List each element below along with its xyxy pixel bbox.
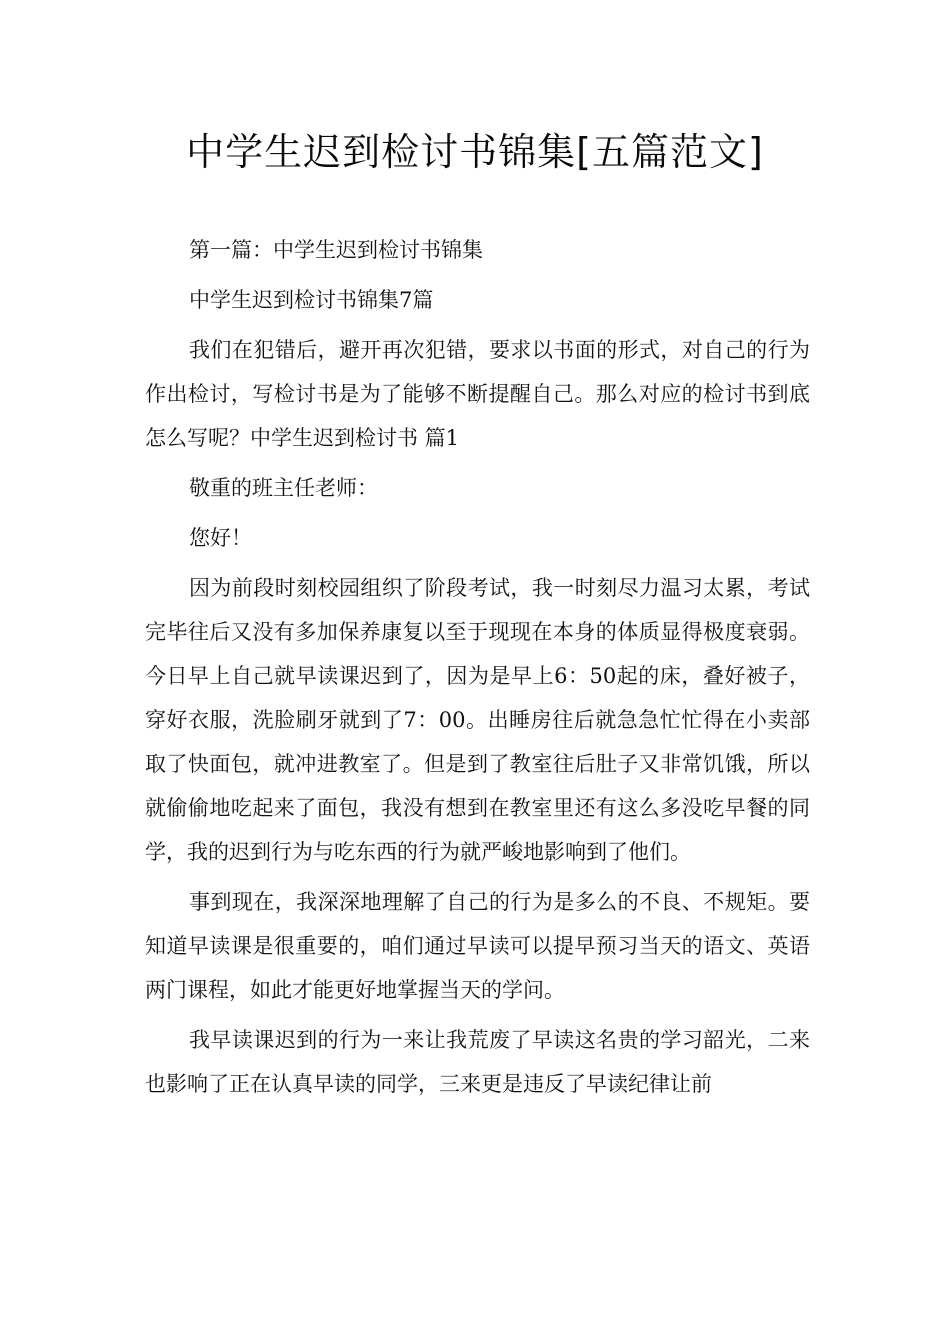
- document-body: [145, 228, 810, 1112]
- paragraph: 因为前段时刻校园组织了阶段考试，我一时刻尽力温习太累，考试完毕往后又没有多加保养康复以至于现现在本身的体质显得极度衰弱。今日早上自己就早读课迟到了，因为是早上6：50起的床，叠好被子，穿好衣服，洗脸刷牙就到了7：00。出睡房往后就急急忙忙得在小卖部取了快面包，就冲进教室了。但是到了教室往后肚子又非常饥饿，所以就偷偷地吃起来了面包，我没有想到在教室里还有这么多没吃早餐的同学，我的迟到行为与吃东西的行为就严峻地影响到了他们。: [145, 576, 810, 864]
- paragraph: 中学生迟到检讨书锦集7篇: [189, 288, 434, 312]
- paragraph: 第一篇：中学生迟到检讨书锦集: [189, 238, 483, 262]
- paragraph: 事到现在，我深深地理解了自己的行为是多么的不良、不规矩。要知道早读课是很重要的，咱们通过早读可以提早预习当天的语文、英语两门课程，如此才能更好地掌握当天的学问。: [145, 890, 810, 1002]
- document-title: 中学生迟到检讨书锦集[五篇范文]: [186, 130, 764, 174]
- paragraph: 敬重的班主任老师：: [189, 476, 378, 500]
- paragraph: 我们在犯错后，避开再次犯错，要求以书面的形式，对自己的行为作出检讨，写检讨书是为了能够不断提醒自己。那么对应的检讨书到底怎么写呢？中学生迟到检讨书 篇1: [145, 338, 810, 450]
- paragraph: 我早读课迟到的行为一来让我荒废了早读这名贵的学习韶光，二来也影响了正在认真早读的同学，三来更是违反了早读纪律让前: [145, 1028, 810, 1096]
- paragraph: 您好！: [189, 526, 252, 550]
